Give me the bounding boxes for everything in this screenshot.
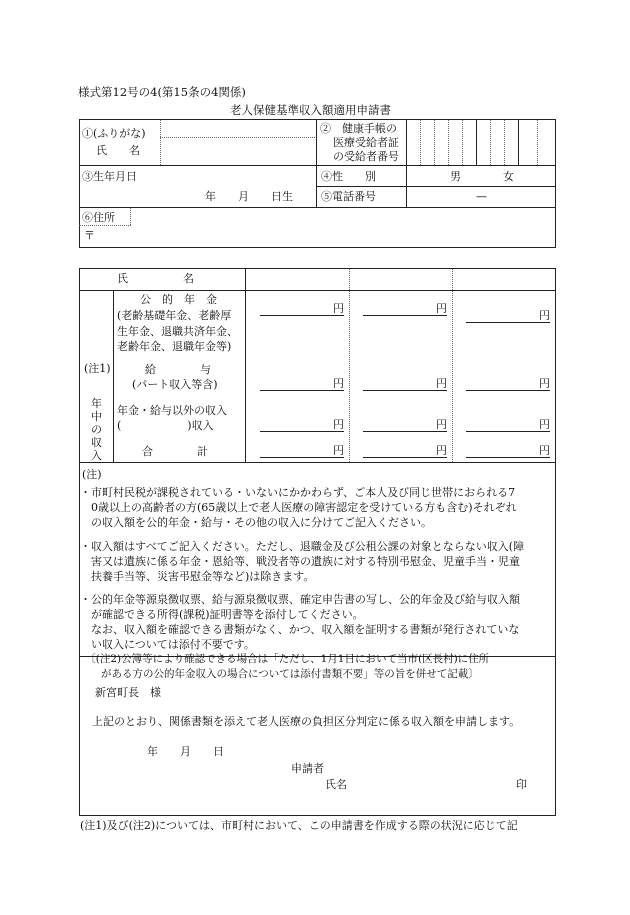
yen-unit: 円 xyxy=(436,377,447,390)
name-label: 氏 名 xyxy=(96,144,140,157)
cert-label-line3: の受給者番号 xyxy=(333,150,399,163)
note-line: 0歳以上の高齢者の方(65歳以上で老人医療の障害認定を受けている方も含む)それぞれ xyxy=(80,501,517,514)
birth-date-field[interactable] xyxy=(160,167,314,206)
annual-income-label-2: 中 xyxy=(91,410,102,423)
yen-unit: 円 xyxy=(436,444,447,457)
other-income-label: 年金・給与以外の収入 xyxy=(117,404,227,417)
salary-amount-2[interactable] xyxy=(363,376,447,391)
cert-label-line2: 医療受給者証 xyxy=(333,136,399,149)
pension-desc-2: 生年金、退職共済年金、 xyxy=(117,325,238,338)
applicant-name-field[interactable] xyxy=(352,776,507,792)
note-line: 〔(注2)公簿等により確認できる場合は「ただし、1月1日において当市(区長村)に住所 xyxy=(80,653,490,665)
note-line: が確認できる所得(課税)証明書等を添付してください。 xyxy=(80,608,364,621)
note-line: い収入については添付不要です。 xyxy=(80,638,255,651)
note-line: 扶養手当等、災害弔慰金等など)は除きます。 xyxy=(80,570,315,583)
yen-unit: 円 xyxy=(333,302,344,315)
other-amount-1[interactable] xyxy=(260,417,344,432)
pension-amount-3[interactable] xyxy=(466,308,550,323)
yen-unit: 円 xyxy=(333,444,344,457)
yen-unit: 円 xyxy=(539,377,550,390)
other-income-desc: ( )収入 xyxy=(117,419,214,432)
note-line: ・収入額はすべてご記入ください。ただし、退職金及び公租公課の対象とならない収入(障 xyxy=(80,540,525,553)
form-number: 様式第12号の4(第15条の4関係) xyxy=(78,85,246,99)
yen-unit: 円 xyxy=(539,309,550,322)
salary-amount-3[interactable] xyxy=(466,376,550,391)
total-amount-1[interactable] xyxy=(260,443,344,458)
application-statement: 上記のとおり、関係書類を添えて老人医療の負担区分判定に係る収入額を申請します。 xyxy=(92,715,521,728)
salary-label: 給 与 xyxy=(145,363,211,376)
other-amount-2[interactable] xyxy=(363,417,447,432)
total-amount-2[interactable] xyxy=(363,443,447,458)
note1-label: (注1) xyxy=(84,362,111,375)
yen-unit: 円 xyxy=(333,377,344,390)
footer-note: (注1)及び(注2)については、市町村において、この申請書を作成する際の状況に応じて記 xyxy=(80,819,518,832)
yen-unit: 円 xyxy=(539,444,550,457)
note-line: 害又は遺族に係る年金・恩給等、戦没者等の遺族に対する特別弔慰金、児童手当・児童 xyxy=(80,555,520,568)
pension-desc-3: 老齢年金、退職年金等) xyxy=(117,340,232,353)
pension-amount-1[interactable] xyxy=(260,301,344,316)
annual-income-label-5: 入 xyxy=(91,449,102,462)
note-line: ・市町村民税が課税されている・いないにかかわらず、ご本人及び同じ世帯におられる7 xyxy=(80,486,516,499)
sex-label: ④性 別 xyxy=(321,170,376,183)
yen-unit: 円 xyxy=(333,418,344,431)
yen-unit: 円 xyxy=(436,418,447,431)
postal-mark: 〒 xyxy=(84,229,95,242)
note-line: ・公的年金等源泉徴収票、給与源泉徴収票、確定申告書の写し、公的年金及び給与収入額 xyxy=(80,593,520,606)
form-title: 老人保健基準収入額適用申請書 xyxy=(230,103,391,117)
certificate-number-field[interactable] xyxy=(407,120,555,164)
total-label: 合 計 xyxy=(142,445,208,458)
name-field[interactable] xyxy=(162,139,314,164)
note-line: なお、収入額を確認できる書類がなく、かつ、収入額を証明する書類が発行されていな xyxy=(80,623,520,636)
address-label: ⑥住所 xyxy=(82,211,115,224)
yen-unit: 円 xyxy=(539,418,550,431)
notes-heading: (注) xyxy=(82,468,102,481)
furigana-label: ①(ふりがな) xyxy=(82,127,146,140)
addressee: 新宮町長 様 xyxy=(95,686,161,699)
applicant-label: 申請者 xyxy=(291,762,324,775)
phone-field[interactable]: — xyxy=(476,190,487,203)
annual-income-label-4: 収 xyxy=(91,436,102,449)
sex-male-option[interactable]: 男 xyxy=(450,170,461,183)
salary-amount-1[interactable] xyxy=(260,376,344,391)
sex-female-option[interactable]: 女 xyxy=(503,170,514,183)
total-amount-3[interactable] xyxy=(466,443,550,458)
pension-label: 公 的 年 金 xyxy=(140,293,217,306)
application-date[interactable]: 年 月 日 xyxy=(147,745,224,758)
phone-label: ⑤電話番号 xyxy=(321,190,376,203)
pension-desc-1: (老齢基礎年金、老齢厚 xyxy=(117,309,232,322)
seal-mark: 印 xyxy=(516,778,527,791)
applicant-name-label: 氏名 xyxy=(325,778,347,791)
pension-amount-2[interactable] xyxy=(363,301,447,316)
address-field[interactable] xyxy=(96,226,554,247)
note-line: の収入額を公的年金・給与・その他の収入に分けてご記入ください。 xyxy=(80,516,432,529)
income-name-header: 氏 名 xyxy=(117,272,194,285)
note-line: がある方の公的年金収入の場合については添付書類不要」等の旨を併せて記載〕 xyxy=(80,668,479,680)
annual-income-label-1: 年 xyxy=(91,397,102,410)
birth-label: ③生年月日 xyxy=(82,170,137,183)
other-amount-3[interactable] xyxy=(466,417,550,432)
annual-income-label-3: の xyxy=(91,423,102,436)
birth-date-value: 年 月 日生 xyxy=(205,190,293,203)
cert-label-line1: ② 健康手帳の xyxy=(320,122,397,135)
salary-desc: (パート収入等含) xyxy=(132,378,218,391)
yen-unit: 円 xyxy=(436,302,447,315)
